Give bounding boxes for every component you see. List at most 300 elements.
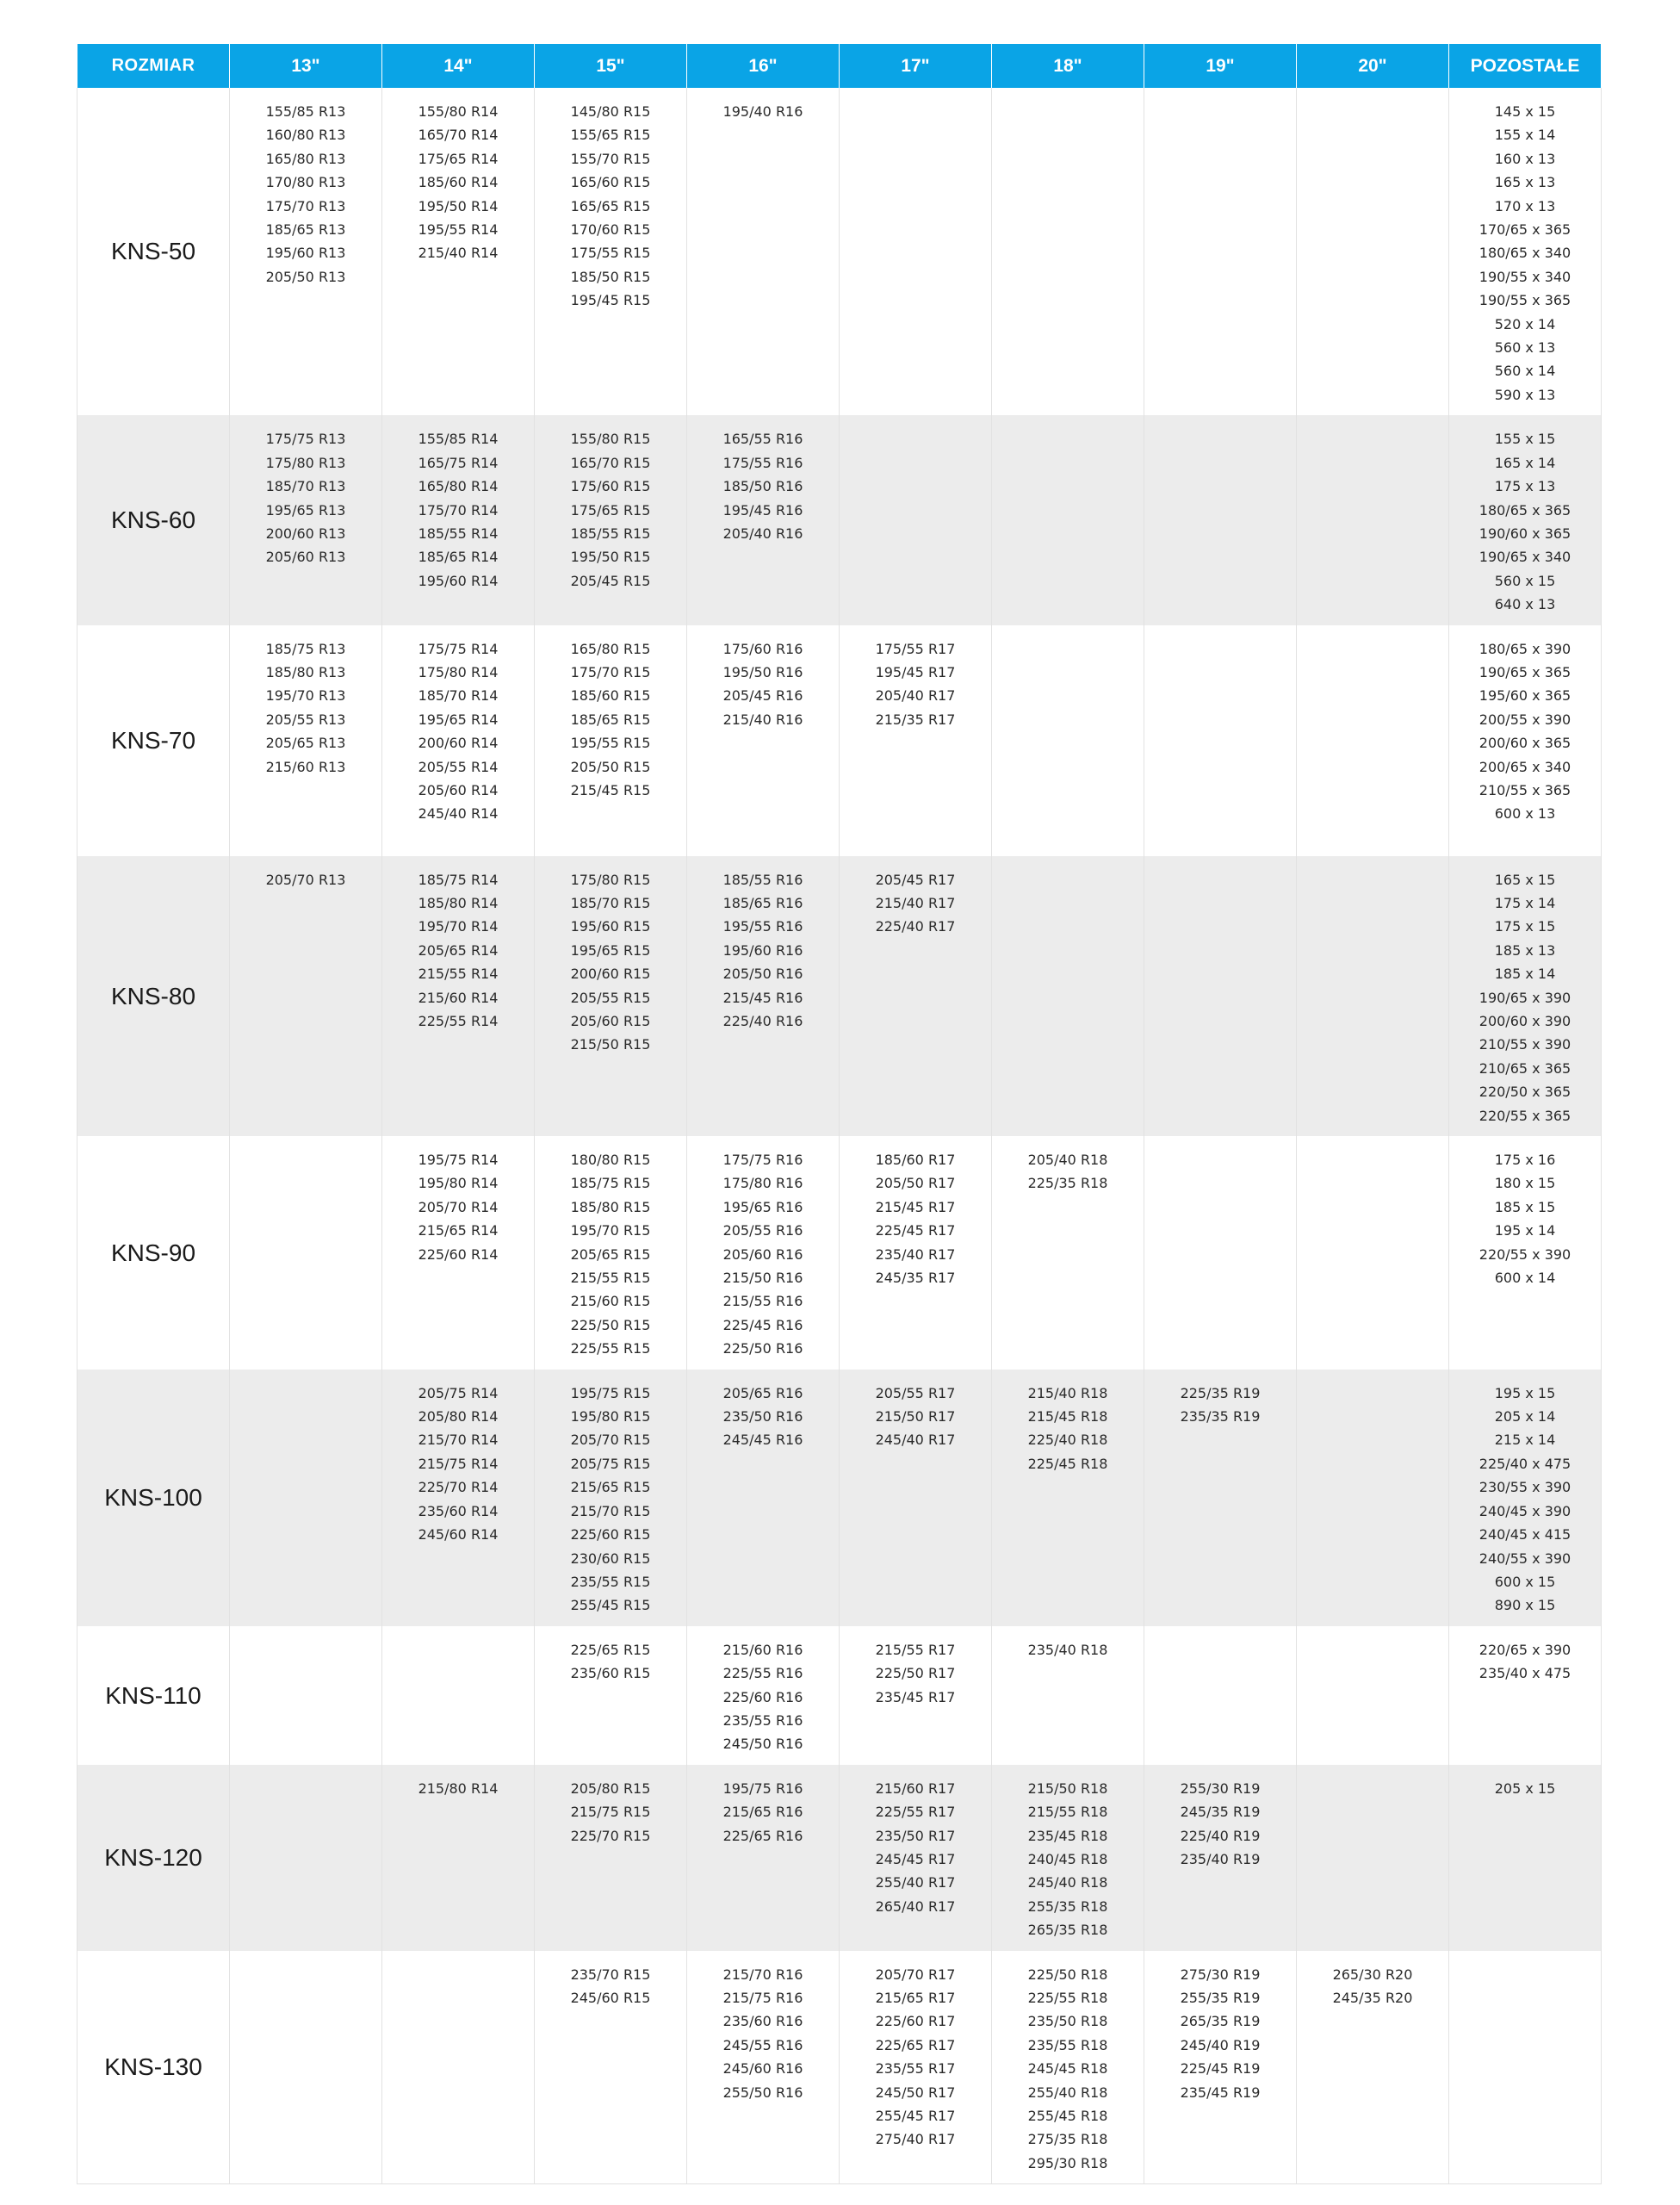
tire-size: 205/65 R16 (722, 1384, 803, 1401)
tire-size: 185/70 R15 (570, 894, 651, 911)
tire-size: 195/55 R16 (722, 918, 803, 935)
tire-size: 225/70 R15 (570, 1827, 651, 1844)
tire-size: 225/55 R17 (875, 1804, 956, 1821)
tire-size: 180/80 R15 (570, 1152, 651, 1168)
tire-size: 195/55 R14 (418, 221, 499, 239)
size-cell (535, 1370, 687, 1626)
size-cell (382, 1136, 535, 1370)
tire-size: 195 x 15 (1494, 1384, 1556, 1401)
tire-size: 185 x 14 (1494, 966, 1556, 983)
tire-size: 195/45 R16 (722, 501, 803, 519)
tire-size: 165 x 13 (1494, 174, 1556, 191)
tire-size: 185/65 R14 (418, 549, 499, 566)
tire-size: 255/40 R17 (875, 1874, 956, 1891)
tire-size: 200/60 R15 (570, 966, 651, 983)
tire-size: 205/50 R17 (875, 1175, 956, 1192)
tire-size: 215/55 R17 (875, 1641, 956, 1658)
tire-size: 175/65 R14 (418, 150, 499, 167)
tire-size: 165/70 R15 (570, 454, 651, 471)
tire-size: 225/50 R17 (875, 1665, 956, 1682)
size-cell (840, 856, 992, 1136)
size-cell (840, 88, 992, 415)
tire-size: 205/55 R13 (265, 711, 346, 728)
tire-size: 210/65 x 365 (1479, 1059, 1572, 1077)
tire-size: 245/45 R18 (1027, 2060, 1108, 2078)
tire-size: 210/55 x 365 (1479, 781, 1572, 798)
tire-size: 175/55 R15 (570, 245, 651, 262)
tire-size: 235/45 R17 (875, 1688, 956, 1705)
tire-size: 255/45 R17 (875, 2108, 956, 2125)
tire-size: 275/30 R19 (1180, 1966, 1261, 1983)
tire-size: 170 x 13 (1494, 197, 1556, 214)
tire-size: 180/65 x 390 (1479, 640, 1572, 657)
size-cell (535, 856, 687, 1136)
tire-size: 185/60 R17 (875, 1152, 956, 1168)
tire-size: 215/55 R16 (722, 1293, 803, 1310)
tire-size: 245/60 R14 (418, 1526, 499, 1544)
tire-size: 225/55 R18 (1027, 1990, 1108, 2006)
tire-size: 185/50 R15 (570, 268, 651, 285)
size-cell (535, 1765, 687, 1951)
tire-size: 185/55 R16 (722, 871, 803, 888)
tire-size: 205/80 R15 (570, 1780, 651, 1797)
tire-size: 205/55 R17 (875, 1384, 956, 1401)
tire-size: 210/55 x 390 (1479, 1036, 1572, 1053)
tire-size: 205/60 R16 (722, 1245, 803, 1263)
tire-size: 225/45 R16 (722, 1316, 803, 1333)
table-row (77, 1626, 1602, 1765)
size-cell (1144, 1765, 1297, 1951)
tire-size: 185/60 R15 (570, 687, 651, 705)
size-cell (992, 1951, 1144, 2184)
tire-size: 245/40 R18 (1027, 1874, 1108, 1891)
tire-size: 590 x 13 (1494, 386, 1556, 403)
size-cell (1449, 856, 1602, 1136)
size-cell (992, 1370, 1144, 1626)
size-cell (1144, 625, 1297, 856)
tire-size: 155/70 R15 (570, 150, 651, 167)
tire-size: 295/30 R18 (1027, 2154, 1108, 2171)
tire-size: 215/40 R14 (418, 245, 499, 262)
tire-size: 205 x 15 (1494, 1780, 1556, 1797)
size-cell (992, 625, 1144, 856)
size-cell (992, 856, 1144, 1136)
tire-size: 200/65 x 340 (1479, 758, 1572, 775)
tire-size: 165/70 R14 (418, 127, 499, 144)
tire-size: 165/60 R15 (570, 174, 651, 191)
size-cell (535, 1136, 687, 1370)
tire-size: 175/60 R15 (570, 478, 651, 495)
tire-size: 235/50 R17 (875, 1827, 956, 1844)
tire-size: 215/60 R14 (418, 989, 499, 1006)
tire-size: 185/80 R14 (418, 894, 499, 911)
size-cell (230, 415, 382, 624)
table-row (77, 1765, 1602, 1951)
size-cell (687, 1136, 840, 1370)
tire-size: 185 x 13 (1494, 941, 1556, 959)
header-18: 18" (992, 44, 1144, 88)
tire-size: 255/35 R19 (1180, 1990, 1261, 2006)
tire-size: 165 x 15 (1494, 871, 1556, 888)
tire-size: 235/55 R16 (722, 1711, 803, 1729)
tire-size: 225/40 R19 (1180, 1827, 1261, 1844)
tire-size: 205/50 R16 (722, 966, 803, 983)
size-cell (535, 415, 687, 624)
tire-size: 195/60 R15 (570, 918, 651, 935)
tire-size: 215/70 R16 (722, 1966, 803, 1983)
tire-size: 225/50 R16 (722, 1340, 803, 1357)
tire-size: 235/40 R19 (1180, 1850, 1261, 1867)
tire-size: 265/35 R19 (1180, 2013, 1261, 2030)
model-name: KNS-110 (77, 1626, 230, 1765)
tire-size: 235/55 R15 (570, 1573, 651, 1590)
size-cell (382, 856, 535, 1136)
tire-size: 215/45 R18 (1027, 1408, 1108, 1425)
size-cell (1449, 1951, 1602, 2184)
tire-size: 215/50 R17 (875, 1408, 956, 1425)
header-17: 17" (840, 44, 992, 88)
size-cell (382, 415, 535, 624)
table-row (77, 1951, 1602, 2184)
size-cell (687, 1765, 840, 1951)
tire-size: 195/75 R15 (570, 1384, 651, 1401)
tire-size: 225/50 R15 (570, 1316, 651, 1333)
tire-size: 195/45 R17 (875, 663, 956, 680)
tire-size: 215/35 R17 (875, 711, 956, 728)
tire-size: 205/60 R13 (265, 549, 346, 566)
tire-size: 215 x 14 (1494, 1432, 1556, 1449)
tire-size: 180/65 x 340 (1479, 245, 1572, 262)
tire-size: 245/35 R20 (1332, 1990, 1413, 2006)
tire-size: 215/50 R15 (570, 1036, 651, 1053)
tire-size: 215/75 R15 (570, 1804, 651, 1821)
tire-size: 245/55 R16 (722, 2036, 803, 2053)
tire-size: 255/40 R18 (1027, 2084, 1108, 2101)
size-cell (1449, 1765, 1602, 1951)
tire-size: 205/50 R13 (265, 268, 346, 285)
tire-size: 185/70 R13 (265, 478, 346, 495)
tire-size: 185/80 R15 (570, 1198, 651, 1215)
tire-size: 175/80 R16 (722, 1175, 803, 1192)
size-cell (687, 1370, 840, 1626)
tire-size: 170/80 R13 (265, 174, 346, 191)
tire-size: 235/60 R14 (418, 1502, 499, 1519)
tire-size: 240/55 x 390 (1479, 1550, 1572, 1567)
tire-size: 220/55 x 390 (1479, 1245, 1572, 1263)
tire-size: 225/40 R18 (1027, 1432, 1108, 1449)
tire-size: 195/50 R14 (418, 197, 499, 214)
tire-size: 225/45 R17 (875, 1222, 956, 1239)
size-cell (1297, 1951, 1449, 2184)
tire-size: 185 x 15 (1494, 1198, 1556, 1215)
tire-size: 205/75 R15 (570, 1455, 651, 1472)
tire-size: 175/55 R17 (875, 640, 956, 657)
model-name: KNS-60 (77, 415, 230, 624)
header-rozmiar: ROZMIAR (77, 44, 230, 88)
tire-size: 205/70 R17 (875, 1966, 956, 1983)
size-cell (992, 1765, 1144, 1951)
tire-size: 235/35 R19 (1180, 1408, 1261, 1425)
tire-size: 255/35 R18 (1027, 1898, 1108, 1915)
tire-size: 235/60 R15 (570, 1665, 651, 1682)
size-cell (1449, 1370, 1602, 1626)
size-cell (230, 1951, 382, 2184)
tire-size: 155/80 R15 (570, 431, 651, 448)
table-row (77, 625, 1602, 856)
tire-size: 155/80 R14 (418, 103, 499, 120)
model-name: KNS-120 (77, 1765, 230, 1951)
tire-size: 195/80 R15 (570, 1408, 651, 1425)
tire-size: 180 x 15 (1494, 1175, 1556, 1192)
size-cell (992, 415, 1144, 624)
tire-size: 195/70 R15 (570, 1222, 651, 1239)
tire-size: 225/40 R16 (722, 1012, 803, 1029)
model-name: KNS-70 (77, 625, 230, 856)
tire-size: 155/85 R13 (265, 103, 346, 120)
size-cell (992, 1626, 1144, 1765)
size-cell (1144, 1370, 1297, 1626)
tire-size: 215/60 R15 (570, 1293, 651, 1310)
tire-size: 165/65 R15 (570, 197, 651, 214)
tire-size: 225/35 R19 (1180, 1384, 1261, 1401)
size-cell (230, 1136, 382, 1370)
tire-size: 195/70 R14 (418, 918, 499, 935)
size-cell (535, 1951, 687, 2184)
tire-size: 200/60 x 365 (1479, 735, 1572, 752)
tire-size: 175/80 R15 (570, 871, 651, 888)
tire-size: 215/40 R16 (722, 711, 803, 728)
tire-size: 275/40 R17 (875, 2131, 956, 2148)
tire-size: 215/70 R15 (570, 1502, 651, 1519)
tire-size: 235/45 R19 (1180, 2084, 1261, 2101)
tire-size: 200/60 R13 (265, 525, 346, 542)
tire-size: 215/55 R15 (570, 1270, 651, 1287)
tire-size: 215/55 R14 (418, 966, 499, 983)
tire-size: 215/80 R14 (418, 1780, 499, 1797)
tire-size: 170/65 x 365 (1479, 221, 1572, 239)
tire-size: 245/60 R16 (722, 2060, 803, 2078)
tire-size: 245/60 R15 (570, 1990, 651, 2006)
tire-size: 255/30 R19 (1180, 1780, 1261, 1797)
tire-size: 195/50 R16 (722, 663, 803, 680)
tire-size: 145 x 15 (1494, 103, 1556, 120)
tire-size: 205/65 R13 (265, 735, 346, 752)
size-cell (687, 1951, 840, 2184)
tire-size: 195/55 R15 (570, 735, 651, 752)
tire-size: 215/65 R14 (418, 1222, 499, 1239)
size-cell (840, 1370, 992, 1626)
tire-size: 225/60 R14 (418, 1245, 499, 1263)
tire-size: 195/70 R13 (265, 687, 346, 705)
size-cell (1144, 88, 1297, 415)
tire-size: 560 x 14 (1494, 363, 1556, 380)
tire-size: 240/45 x 415 (1479, 1526, 1572, 1544)
tire-size: 205/40 R17 (875, 687, 956, 705)
tire-size: 175/75 R14 (418, 640, 499, 657)
tire-size: 195/75 R16 (722, 1780, 803, 1797)
tire-size: 225/60 R15 (570, 1526, 651, 1544)
size-cell (840, 415, 992, 624)
tire-size: 175/60 R16 (722, 640, 803, 657)
tire-size: 245/50 R16 (722, 1736, 803, 1753)
size-cell (535, 1626, 687, 1765)
tire-size: 195/65 R15 (570, 941, 651, 959)
tire-size: 185/80 R13 (265, 663, 346, 680)
tire-size: 195/40 R16 (722, 103, 803, 120)
tire-size: 160 x 13 (1494, 150, 1556, 167)
tire-size: 215/50 R18 (1027, 1780, 1108, 1797)
table-row (77, 856, 1602, 1136)
tire-size: 245/35 R19 (1180, 1804, 1261, 1821)
tire-size: 200/60 R14 (418, 735, 499, 752)
size-cell (1449, 88, 1602, 415)
size-cell (1297, 625, 1449, 856)
tire-size: 235/55 R17 (875, 2060, 956, 2078)
tire-size: 215/65 R16 (722, 1804, 803, 1821)
tire-size: 205/80 R14 (418, 1408, 499, 1425)
tire-size: 225/55 R14 (418, 1012, 499, 1029)
tire-size: 225/60 R16 (722, 1688, 803, 1705)
tire-size: 265/40 R17 (875, 1898, 956, 1915)
tire-size: 195/75 R14 (418, 1152, 499, 1168)
model-name: KNS-100 (77, 1370, 230, 1626)
tire-size: 225/65 R17 (875, 2036, 956, 2053)
tire-size: 175/80 R14 (418, 663, 499, 680)
header-20: 20" (1297, 44, 1449, 88)
tire-size: 175/75 R13 (265, 431, 346, 448)
tire-size: 600 x 14 (1494, 1270, 1556, 1287)
tire-size: 205 x 14 (1494, 1408, 1556, 1425)
model-name: KNS-130 (77, 1951, 230, 2184)
tire-size: 205/45 R17 (875, 871, 956, 888)
tire-size: 235/40 R17 (875, 1245, 956, 1263)
size-cell (840, 625, 992, 856)
tire-size: 185/70 R14 (418, 687, 499, 705)
tire-size: 225/70 R14 (418, 1479, 499, 1496)
model-name: KNS-50 (77, 88, 230, 415)
tire-size: 245/45 R16 (722, 1432, 803, 1449)
tire-size: 205/70 R15 (570, 1432, 651, 1449)
size-cell (1144, 1951, 1297, 2184)
tire-size: 165/80 R13 (265, 150, 346, 167)
size-cell (1144, 856, 1297, 1136)
size-cell (687, 415, 840, 624)
tire-size: 205/55 R15 (570, 989, 651, 1006)
tire-size: 195/65 R13 (265, 501, 346, 519)
size-cell (840, 1626, 992, 1765)
table-row (77, 1136, 1602, 1370)
tire-size-table (77, 44, 1602, 2184)
tire-size: 275/35 R18 (1027, 2131, 1108, 2148)
tire-size: 215/75 R16 (722, 1990, 803, 2006)
size-cell (840, 1765, 992, 1951)
tire-size: 560 x 13 (1494, 339, 1556, 357)
tire-size: 175 x 13 (1494, 478, 1556, 495)
tire-size: 205/70 R13 (265, 871, 346, 888)
tire-size: 175 x 16 (1494, 1152, 1556, 1168)
tire-size: 190/55 x 365 (1479, 292, 1572, 309)
tire-size: 205/70 R14 (418, 1198, 499, 1215)
tire-size: 175/70 R14 (418, 501, 499, 519)
tire-size: 195/60 R13 (265, 245, 346, 262)
size-cell (1297, 1370, 1449, 1626)
header-19: 19" (1144, 44, 1297, 88)
size-cell (687, 625, 840, 856)
size-cell (535, 88, 687, 415)
tire-size: 200/55 x 390 (1479, 711, 1572, 728)
tire-size: 230/55 x 390 (1479, 1479, 1572, 1496)
tire-size: 175/80 R13 (265, 454, 346, 471)
size-cell (230, 1626, 382, 1765)
tire-size: 235/40 x 475 (1479, 1665, 1572, 1682)
tire-size: 235/45 R18 (1027, 1827, 1108, 1844)
tire-size: 560 x 15 (1494, 572, 1556, 589)
header-pozostale: POZOSTAŁE (1449, 44, 1602, 88)
tire-size: 185/75 R14 (418, 871, 499, 888)
tire-size: 205/45 R15 (570, 572, 651, 589)
tire-size: 195/65 R14 (418, 711, 499, 728)
tire-size: 220/50 x 365 (1479, 1084, 1572, 1101)
size-cell (382, 88, 535, 415)
size-cell (1144, 1136, 1297, 1370)
tire-size: 185/75 R13 (265, 640, 346, 657)
tire-size: 175/75 R16 (722, 1152, 803, 1168)
tire-size: 265/35 R18 (1027, 1922, 1108, 1939)
tire-size: 225/65 R15 (570, 1641, 651, 1658)
tire-size: 190/55 x 340 (1479, 268, 1572, 285)
header-13: 13" (230, 44, 382, 88)
tire-size: 215/40 R18 (1027, 1384, 1108, 1401)
tire-size: 165/80 R14 (418, 478, 499, 495)
size-cell (382, 625, 535, 856)
tire-size: 205/50 R15 (570, 758, 651, 775)
tire-size: 195/45 R15 (570, 292, 651, 309)
tire-size: 240/45 R18 (1027, 1850, 1108, 1867)
tire-size: 155 x 15 (1494, 431, 1556, 448)
tire-size: 195/60 x 365 (1479, 687, 1572, 705)
size-cell (1144, 1626, 1297, 1765)
tire-size: 255/50 R16 (722, 2084, 803, 2101)
size-cell (687, 1626, 840, 1765)
tire-size: 205/75 R14 (418, 1384, 499, 1401)
tire-size: 240/45 x 390 (1479, 1502, 1572, 1519)
tire-size: 165/75 R14 (418, 454, 499, 471)
size-cell (382, 1626, 535, 1765)
tire-size: 225/55 R15 (570, 1340, 651, 1357)
size-cell (687, 88, 840, 415)
tire-size: 185/75 R15 (570, 1175, 651, 1192)
tire-size: 215/65 R15 (570, 1479, 651, 1496)
tire-size: 225/35 R18 (1027, 1175, 1108, 1192)
tire-size: 205/65 R14 (418, 941, 499, 959)
tire-size: 215/65 R17 (875, 1990, 956, 2006)
tire-size: 185/55 R14 (418, 525, 499, 542)
size-cell (1297, 1626, 1449, 1765)
tire-size: 235/50 R16 (722, 1408, 803, 1425)
tire-size: 175/70 R15 (570, 663, 651, 680)
tire-size: 890 x 15 (1494, 1597, 1556, 1614)
tire-size: 225/40 R17 (875, 918, 956, 935)
tire-size: 225/50 R18 (1027, 1966, 1108, 1983)
tire-size: 185/60 R14 (418, 174, 499, 191)
tire-size: 225/55 R16 (722, 1665, 803, 1682)
tire-size: 195/50 R15 (570, 549, 651, 566)
tire-size: 215/50 R16 (722, 1270, 803, 1287)
table-row (77, 415, 1602, 624)
tire-size: 180/65 x 365 (1479, 501, 1572, 519)
tire-size: 185/65 R16 (722, 894, 803, 911)
tire-size: 205/45 R16 (722, 687, 803, 705)
